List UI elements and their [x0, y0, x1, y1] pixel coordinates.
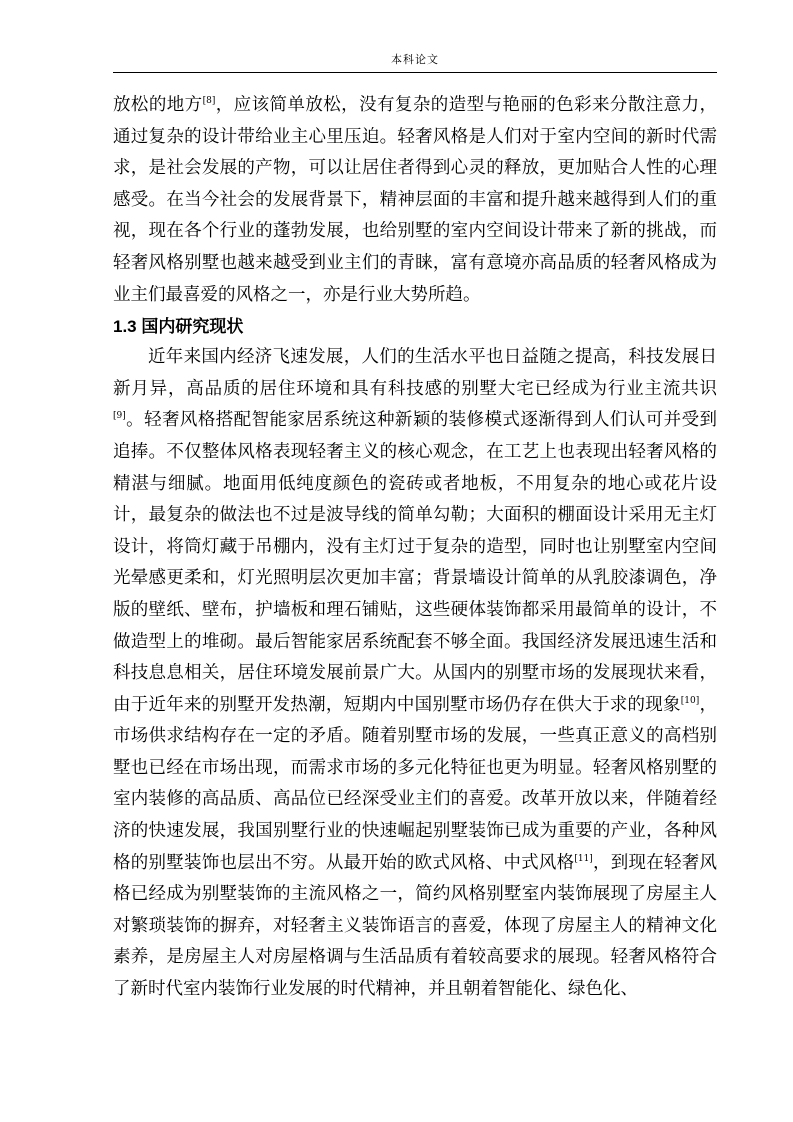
text-run: 近年来国内经济飞速发展，人们的生活水平也日益随之提高，科技发展日新月异，高品质的居住环境和具有科技感的别墅大宅已经成为行业主流共识 [113, 347, 717, 399]
text-run: ，市场供求结构存在一定的矛盾。随着别墅市场的发展，一些真正意义的高档别墅也已经在市场出现，而需求市场的多元化特征也更为明显。轻奢风格别墅的室内装修的高品质、高品位已经深受业主们的喜爱。改革开放以来，伴随着经济的快速发展，我国别墅行业的快速崛起别墅装饰已成为重要的产业，各种风格的别墅装饰也层出不穷。从最开始的欧式风格、中式风格 [113, 694, 718, 873]
header-divider [113, 72, 717, 73]
text-run: 放松的地方 [113, 95, 203, 115]
text-run: 。轻奢风格搭配智能家居系统这种新颖的装修模式逐渐得到人们认可并受到追捧。不仅整体风格表现轻奢主义的核心观念，在工艺上也表现出轻奢风格的精湛与细腻。地面用低纯度颜色的瓷砖或者地板，不用复杂的地心或花片设计，最复杂的做法也不过是波导线的简单勾勒；大面积的棚面设计采用无主灯设计，将筒灯藏于吊棚内，没有主灯过于复杂的造型，同时也让别墅室内空间光晕感更柔和，灯光照明层次更加丰富；背景墙设计简单的从乳胶漆调色，净版的壁纸、壁布，护墙板和理石铺贴，这些硬体装饰都采用最简单的设计，不做造型上的堆砌。最后智能家居系统配套不够全面。我国经济发展迅速生活和科技息息相关，居住环境发展前景广大。从国内的别墅市场的发展现状来看，由于近年来的别墅开发热潮，短期内中国别墅市场仍存在供大于求的现象 [113, 410, 717, 715]
text-run: ，应该简单放松，没有复杂的造型与艳丽的色彩来分散注意力，通过复杂的设计带给业主心里压迫。轻奢风格是人们对于室内空间的新时代需求，是社会发展的产物，可以让居住者得到心灵的释放，更加贴合人性的心理感受。在当今社会的发展背景下，精神层面的丰富和提升越来越得到人们的重视，现在各个行业的蓬勃发展，也给别墅的室内空间设计带来了新的挑战，而轻奢风格别墅也越来越受到业主们的青睐，富有意境亦高品质的轻奢风格成为业主们最喜爱的风格之一，亦是行业大势所趋。 [113, 95, 718, 305]
paragraph-intro [113, 90, 717, 311]
section-heading: 1.3 国内研究现状 [113, 317, 244, 337]
citation-marker: [9] [113, 411, 126, 422]
running-header: 本科论文 [391, 53, 439, 66]
document-body [113, 90, 717, 1006]
citation-marker: [8] [202, 96, 216, 107]
citation-marker: [10] [680, 695, 700, 706]
paragraph-domestic-research [113, 342, 717, 1005]
citation-marker: [11] [574, 853, 593, 864]
text-run: ，到现在轻奢风格已经成为别墅装饰的主流风格之一，简约风格别墅室内装饰展现了房屋主人对繁琐装饰的摒弃，对轻奢主义装饰语言的喜爱，体现了房屋主人的精神文化素养，是房屋主人对房屋格调与生活品质有着较高要求的展现。轻奢风格符合了新时代室内装饰行业发展的时代精神，并且朝着智能化、绿色化、 [113, 852, 718, 1000]
